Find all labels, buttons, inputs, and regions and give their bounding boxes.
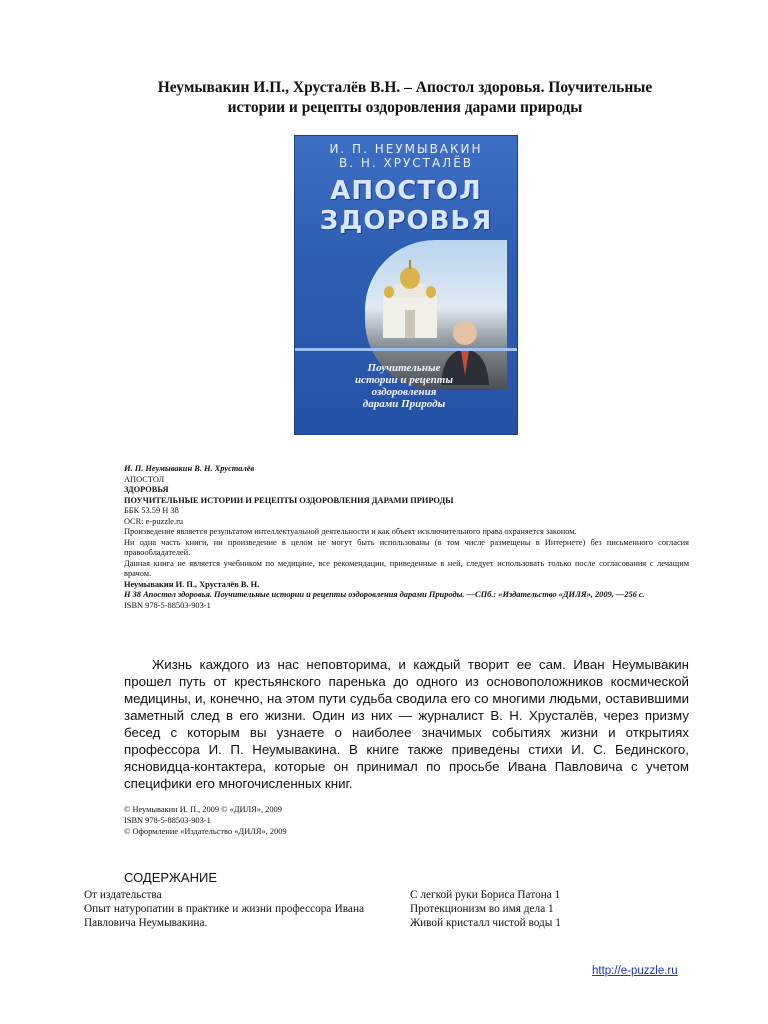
cover-author-1: И. П. НЕУМЫВАКИН <box>329 142 483 156</box>
imprint-block <box>124 464 689 611</box>
cover-title-1: АПОСТОЛ <box>330 176 482 206</box>
toc-item[interactable]: Протекционизм во имя дела 1 <box>410 903 554 915</box>
copyright-line-1: © Неумывакин И. П., 2009 © «ДИЛЯ», 2009 <box>124 805 282 814</box>
cover-stripe <box>295 348 517 351</box>
toc-left-column <box>84 888 364 930</box>
imprint-paragraph-2: Ни одна часть книги, ни произведение в целом не могут быть использованы (в том числе размещены в Интернете) без письменного согласия правообладателей. <box>124 537 689 557</box>
annotation-paragraph: Жизнь каждого из нас неповторима, и каждый творит ее сам. Иван Неумывакин прошел путь от крестьянского паренька до одного из основоположников космической медицины, и, конечно, на этом пути судьба сводила его со многими людьми, оставившими заметный след в его жизни. Один из них — журналист В. Н. Хрусталёв, через призму бесед с которым вы узнаете о наиболее значимых событиях жизни и открытиях профессора И. П. Неумывакина. В книге также приведены стихи И. С. Бединского, ясновидца-контактера, которые он принимал по просьбе Ивана Павловича с учетом специфики его многочисленных книг. <box>124 657 689 791</box>
imprint-title-2: ЗДОРОВЬЯ <box>124 485 169 494</box>
footer-link[interactable]: http://e-puzzle.ru <box>592 965 678 977</box>
copyright-block <box>124 804 524 837</box>
imprint-authors: И. П. Неумывакин В. Н. Хрусталёв <box>124 464 255 473</box>
imprint-paragraph-3: Данная книга не является учебником по медицине, все рекомендации, приведенные в ней, следует использовать только после согласования с лечащим врачом. <box>124 558 689 578</box>
imprint-paragraph-1: Произведение является результатом интеллектуальной деятельности и как объект исключительного права охраняется законом. <box>124 527 577 536</box>
copyright-line-2: ISBN 978-5-88503-903-1 <box>124 816 211 825</box>
cover-author-2: В. Н. ХРУСТАЛЁВ <box>338 156 474 170</box>
imprint-isbn: ISBN 978-5-88503-903-1 <box>124 600 211 610</box>
cover-subtitle-2: истории и рецепты <box>355 374 453 386</box>
imprint-authors-2: Неумывакин И. П., Хрусталёв В. Н. <box>124 579 260 589</box>
toc-item[interactable]: От издательства <box>84 889 162 901</box>
imprint-title-3: ПОУЧИТЕЛЬНЫЕ ИСТОРИИ И РЕЦЕПТЫ ОЗДОРОВЛЕНИЯ ДАРАМИ ПРИРОДЫ <box>124 495 454 505</box>
imprint-reference: Н 38 Апостол здоровья. Поучительные истории и рецепты оздоровления дарами Природы. —СПб.: «Издательство «ДИЛЯ», 2009, —256 с. <box>124 590 645 599</box>
cover-subtitle <box>329 362 479 410</box>
toc-item[interactable]: С легкой руки Бориса Патона 1 <box>410 889 561 901</box>
imprint-title-1: АПОСТОЛ <box>124 474 165 484</box>
page-title <box>100 78 710 118</box>
toc-right-column <box>410 888 710 930</box>
imprint-bbk: ББК 53.59 Н 38 <box>124 506 179 515</box>
cover-title-2: ЗДОРОВЬЯ <box>319 206 493 236</box>
title-line-2: истории и рецепты оздоровления дарами природы <box>227 99 583 116</box>
copyright-line-3: © Оформление «Издательство «ДИЛЯ», 2009 <box>124 827 287 836</box>
cover-subtitle-3: оздоровления <box>371 386 437 398</box>
toc-heading: СОДЕРЖАНИЕ <box>124 870 218 885</box>
cover-subtitle-1: Поучительные <box>367 362 441 374</box>
toc-item[interactable]: Живой кристалл чистой воды 1 <box>410 917 561 929</box>
toc-item[interactable]: Опыт натуропатии в практике и жизни профессора Ивана Павловича Неумывакина. <box>84 903 364 929</box>
cover-authors <box>295 142 517 170</box>
cover-subtitle-4: дарами Природы <box>362 398 446 410</box>
imprint-ocr: OCR: e-puzzle.ru <box>124 516 184 526</box>
book-cover-image <box>295 136 517 434</box>
cover-title <box>295 176 517 236</box>
title-line-1: Неумывакин И.П., Хрусталёв В.Н. – Апостол здоровья. Поучительные <box>157 79 653 96</box>
